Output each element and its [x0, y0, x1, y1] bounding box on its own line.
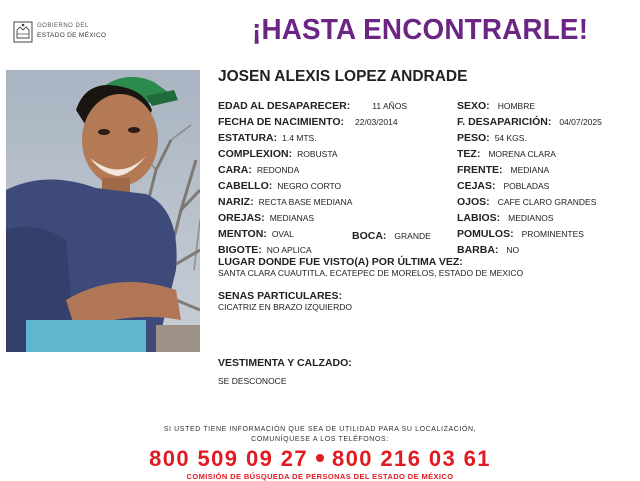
- field-label: BIGOTE:: [218, 244, 262, 256]
- clothing-value: SE DESCONOCE: [218, 376, 287, 386]
- field-value: PROMINENTES: [521, 229, 584, 239]
- field-value: NO APLICA: [266, 245, 312, 255]
- state-emblem-icon: [12, 20, 34, 44]
- field-label: LABIOS:: [457, 212, 501, 224]
- field-label: CABELLO:: [218, 180, 273, 192]
- field-beard: [457, 240, 519, 258]
- field-value: NEGRO CORTO: [277, 181, 342, 191]
- logo-line-1: GOBIERNO DEL: [37, 23, 89, 29]
- missing-person-photo: [6, 70, 200, 352]
- field-label: ESTATURA:: [218, 132, 278, 144]
- government-logo: [12, 20, 122, 44]
- field-value: 1.4 MTS.: [282, 133, 317, 143]
- info-line-1: SI USTED TIENE INFORMACIÓN QUE SEA DE UTILIDAD PARA SU LOCALIZACIÓN,: [163, 426, 477, 433]
- field-value: 04/07/2025: [559, 117, 602, 127]
- field-label: SEXO:: [457, 100, 490, 112]
- phone-numbers: [0, 446, 640, 472]
- bullet-separator: [316, 454, 324, 462]
- last-seen-label: LUGAR DONDE FUE VISTO(A) POR ÚLTIMA VEZ:: [218, 256, 463, 268]
- commission-name: COMISIÓN DE BÚSQUEDA DE PERSONAS DEL ESTADO DE MÉXICO: [186, 472, 454, 481]
- field-label: BARBA:: [457, 244, 499, 256]
- field-value: NO: [506, 245, 520, 255]
- field-value: ROBUSTA: [297, 149, 338, 159]
- field-label: POMULOS:: [457, 228, 514, 240]
- field-value: REDONDA: [256, 165, 300, 175]
- field-label: PESO:: [457, 132, 490, 144]
- field-value: MEDIANOS: [508, 213, 554, 223]
- field-label: FRENTE:: [457, 164, 503, 176]
- person-name: JOSEN ALEXIS LOPEZ ANDRADE: [218, 68, 468, 85]
- field-label: OJOS:: [457, 196, 490, 208]
- field-label: BOCA:: [352, 230, 387, 242]
- field-value: MEDIANA: [510, 165, 550, 175]
- field-label: TEZ:: [457, 148, 481, 160]
- phone-1[interactable]: 800 509 09 27: [149, 446, 308, 471]
- field-label: CEJAS:: [457, 180, 496, 192]
- field-value: 54 KGS.: [494, 133, 527, 143]
- field-value: MEDIANAS: [269, 213, 315, 223]
- marks-label: SENAS PARTICULARES:: [218, 290, 343, 302]
- field-value: 11 AÑOS: [372, 101, 408, 111]
- field-label: MENTON:: [218, 228, 267, 240]
- headline: ¡HASTA ENCONTRARLE!: [252, 14, 589, 46]
- field-value: POBLADAS: [503, 181, 550, 191]
- field-label: EDAD AL DESAPARECER:: [218, 100, 351, 112]
- field-value: RECTA BASE MEDIANA: [258, 197, 353, 207]
- last-seen-value: SANTA CLARA CUAUTITLA, ECATEPEC DE MORELOS, ESTADO DE MEXICO: [218, 268, 524, 278]
- phone-2[interactable]: 800 216 03 61: [332, 446, 491, 471]
- marks-value: CICATRIZ EN BRAZO IZQUIERDO: [218, 302, 352, 312]
- field-value: GRANDE: [394, 231, 431, 241]
- field-value: MORENA CLARA: [488, 149, 556, 159]
- field-label: OREJAS:: [218, 212, 265, 224]
- field-value: CAFE CLARO GRANDES: [497, 197, 597, 207]
- field-mouth: [352, 226, 431, 244]
- field-label: F. DESAPARICIÓN:: [457, 116, 552, 128]
- field-value: OVAL: [271, 229, 294, 239]
- field-value: HOMBRE: [497, 101, 535, 111]
- info-line-2: COMUNÍQUESE A LOS TELÉFONOS:: [251, 436, 389, 443]
- field-label: COMPLEXION:: [218, 148, 293, 160]
- clothing-label: VESTIMENTA Y CALZADO:: [218, 357, 352, 369]
- field-label: CARA:: [218, 164, 252, 176]
- logo-line-2: ESTADO DE MÉXICO: [37, 32, 107, 39]
- field-value: 22/03/2014: [355, 117, 398, 127]
- field-label: NARIZ:: [218, 196, 254, 208]
- field-label: FECHA DE NACIMIENTO:: [218, 116, 344, 128]
